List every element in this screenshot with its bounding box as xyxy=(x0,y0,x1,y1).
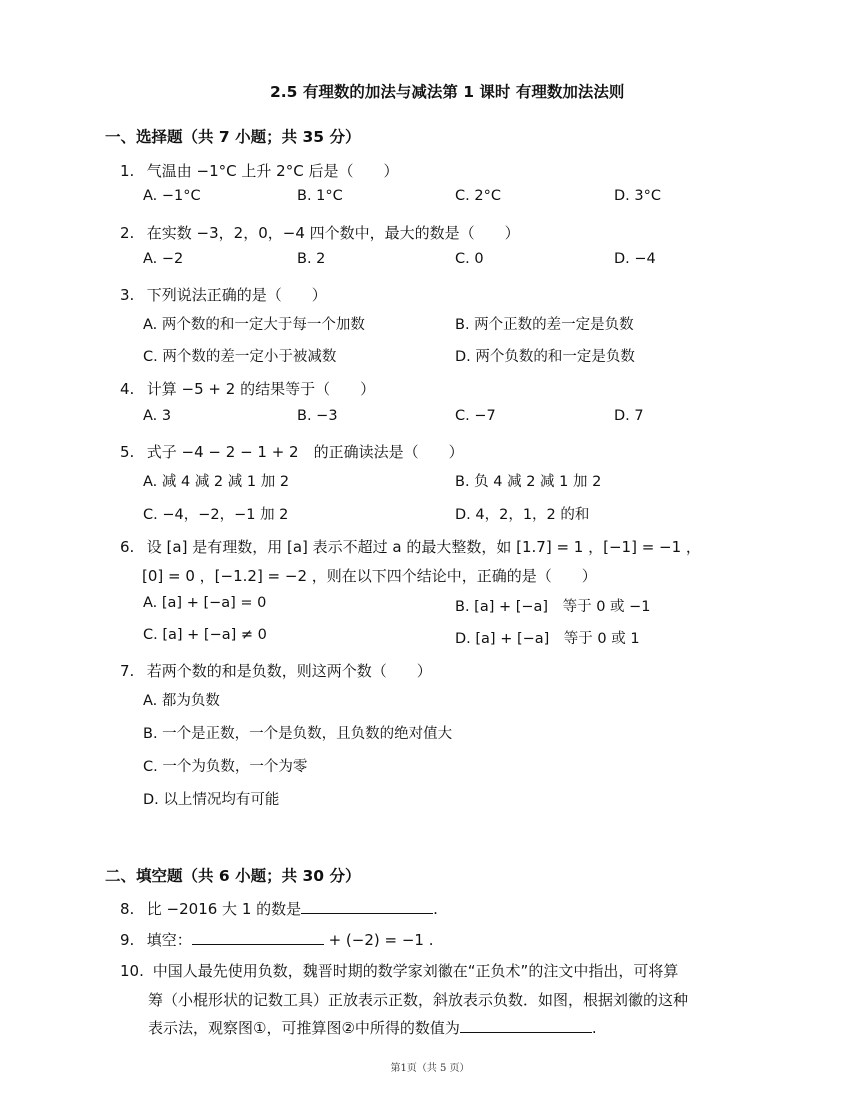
question-text: 在实数 −3，2，0，−4 四个数中，最大的数是（ ） xyxy=(146,224,520,242)
question-text: 气温由 −1°C 上升 2°C 后是（ ） xyxy=(146,162,399,180)
question-text: 中国人最先使用负数，魏晋时期的数学家刘徽在“正负术”的注文中指出，可将算 xyxy=(152,962,679,980)
question-text: 若两个数的和是负数，则这两个数（ ） xyxy=(146,662,432,680)
option-c: C. −7 xyxy=(455,408,496,424)
question-4 xyxy=(120,378,375,399)
option-d: D. −4 xyxy=(614,251,656,267)
option-a: A. 都为负数 xyxy=(143,693,220,709)
option-c: C. 0 xyxy=(455,251,484,267)
question-number: 2. xyxy=(120,224,135,242)
question-number: 1. xyxy=(120,162,135,180)
option-b: B. 两个正数的差一定是负数 xyxy=(455,317,634,333)
option-a: A. −2 xyxy=(143,251,184,267)
option-a: A. 两个数的和一定大于每一个加数 xyxy=(143,317,365,333)
question-text: 式子 −4 − 2 − 1 + 2 的正确读法是（ ） xyxy=(146,443,464,461)
question-number: 8. xyxy=(120,900,135,918)
option-c: C. [a] + [−a] ≠ 0 xyxy=(143,627,267,643)
question-number: 10. xyxy=(120,962,144,980)
question-text: 下列说法正确的是（ ） xyxy=(146,286,327,304)
option-b: B. 一个是正数，一个是负数，且负数的绝对值大 xyxy=(143,726,453,742)
question-6 xyxy=(120,536,701,557)
question-5 xyxy=(120,441,464,462)
option-d: D. 以上情况均有可能 xyxy=(143,792,280,808)
option-a: A. [a] + [−a] = 0 xyxy=(143,595,267,611)
option-c: C. −4，−2，−1 加 2 xyxy=(143,507,289,523)
question-2 xyxy=(120,222,520,243)
option-a: A. −1°C xyxy=(143,188,201,204)
question-8 xyxy=(120,898,438,919)
option-a: A. 3 xyxy=(143,408,172,424)
question-number: 9. xyxy=(120,931,135,949)
question-text: 计算 −5 + 2 的结果等于（ ） xyxy=(146,380,376,398)
section-heading-choice: 一、选择题（共 7 小题；共 35 分） xyxy=(105,128,361,146)
question-number: 6. xyxy=(120,538,135,556)
answer-blank[interactable] xyxy=(192,930,324,945)
option-d: D. 7 xyxy=(614,408,644,424)
answer-blank[interactable] xyxy=(460,1018,592,1033)
option-d: D. 3°C xyxy=(614,188,661,204)
page-title: 2.5 有理数的加法与减法第 1 课时 有理数加法法则 xyxy=(270,83,625,101)
question-10-line2: 筹（小棍形状的记数工具）正放表示正数，斜放表示负数．如图，根据刘徽的这种 xyxy=(148,991,689,1009)
question-6-continued: [0] = 0 ，[−1.2] = −2 ，则在以下四个结论中，正确的是（ ） xyxy=(142,567,597,585)
question-text-end: + (−2) = −1 . xyxy=(328,931,434,949)
question-3 xyxy=(120,284,327,305)
option-c: C. 一个为负数，一个为零 xyxy=(143,759,308,775)
option-d: D. 两个负数的和一定是负数 xyxy=(455,349,635,365)
question-text: 表示法，观察图①，可推算图②中所得的数值为 xyxy=(148,1019,460,1037)
question-number: 5. xyxy=(120,443,135,461)
question-9 xyxy=(120,929,433,950)
question-number: 4. xyxy=(120,380,135,398)
option-b: B. −3 xyxy=(297,408,338,424)
option-c: C. 两个数的差一定小于被减数 xyxy=(143,349,337,365)
question-number: 3. xyxy=(120,286,135,304)
option-b: B. 2 xyxy=(297,251,326,267)
page-footer: 第1页（共 5 页） xyxy=(390,1063,470,1074)
option-c: C. 2°C xyxy=(455,188,501,204)
question-10-line3 xyxy=(148,1017,597,1038)
question-text-end: . xyxy=(433,900,438,918)
option-d: D. [a] + [−a] 等于 0 或 1 xyxy=(455,631,640,647)
option-b: B. 负 4 减 2 减 1 加 2 xyxy=(455,474,602,490)
question-1 xyxy=(120,160,398,181)
option-a: A. 减 4 减 2 减 1 加 2 xyxy=(143,474,290,490)
question-7 xyxy=(120,660,432,681)
question-text: 填空： xyxy=(146,931,192,949)
question-text-end: . xyxy=(591,1019,597,1037)
option-b: B. [a] + [−a] 等于 0 或 −1 xyxy=(455,599,651,615)
question-text: 比 −2016 大 1 的数是 xyxy=(146,900,302,918)
answer-blank[interactable] xyxy=(301,899,433,914)
question-10 xyxy=(120,960,678,981)
option-d: D. 4，2，1，2 的和 xyxy=(455,507,590,523)
question-number: 7. xyxy=(120,662,135,680)
option-b: B. 1°C xyxy=(297,188,343,204)
question-text: 设 [a] 是有理数，用 [a] 表示不超过 a 的最大整数，如 [1.7] = 1 ，[−1] = −1 ， xyxy=(146,538,701,556)
section-heading-fill: 二、填空题（共 6 小题；共 30 分） xyxy=(105,867,361,885)
